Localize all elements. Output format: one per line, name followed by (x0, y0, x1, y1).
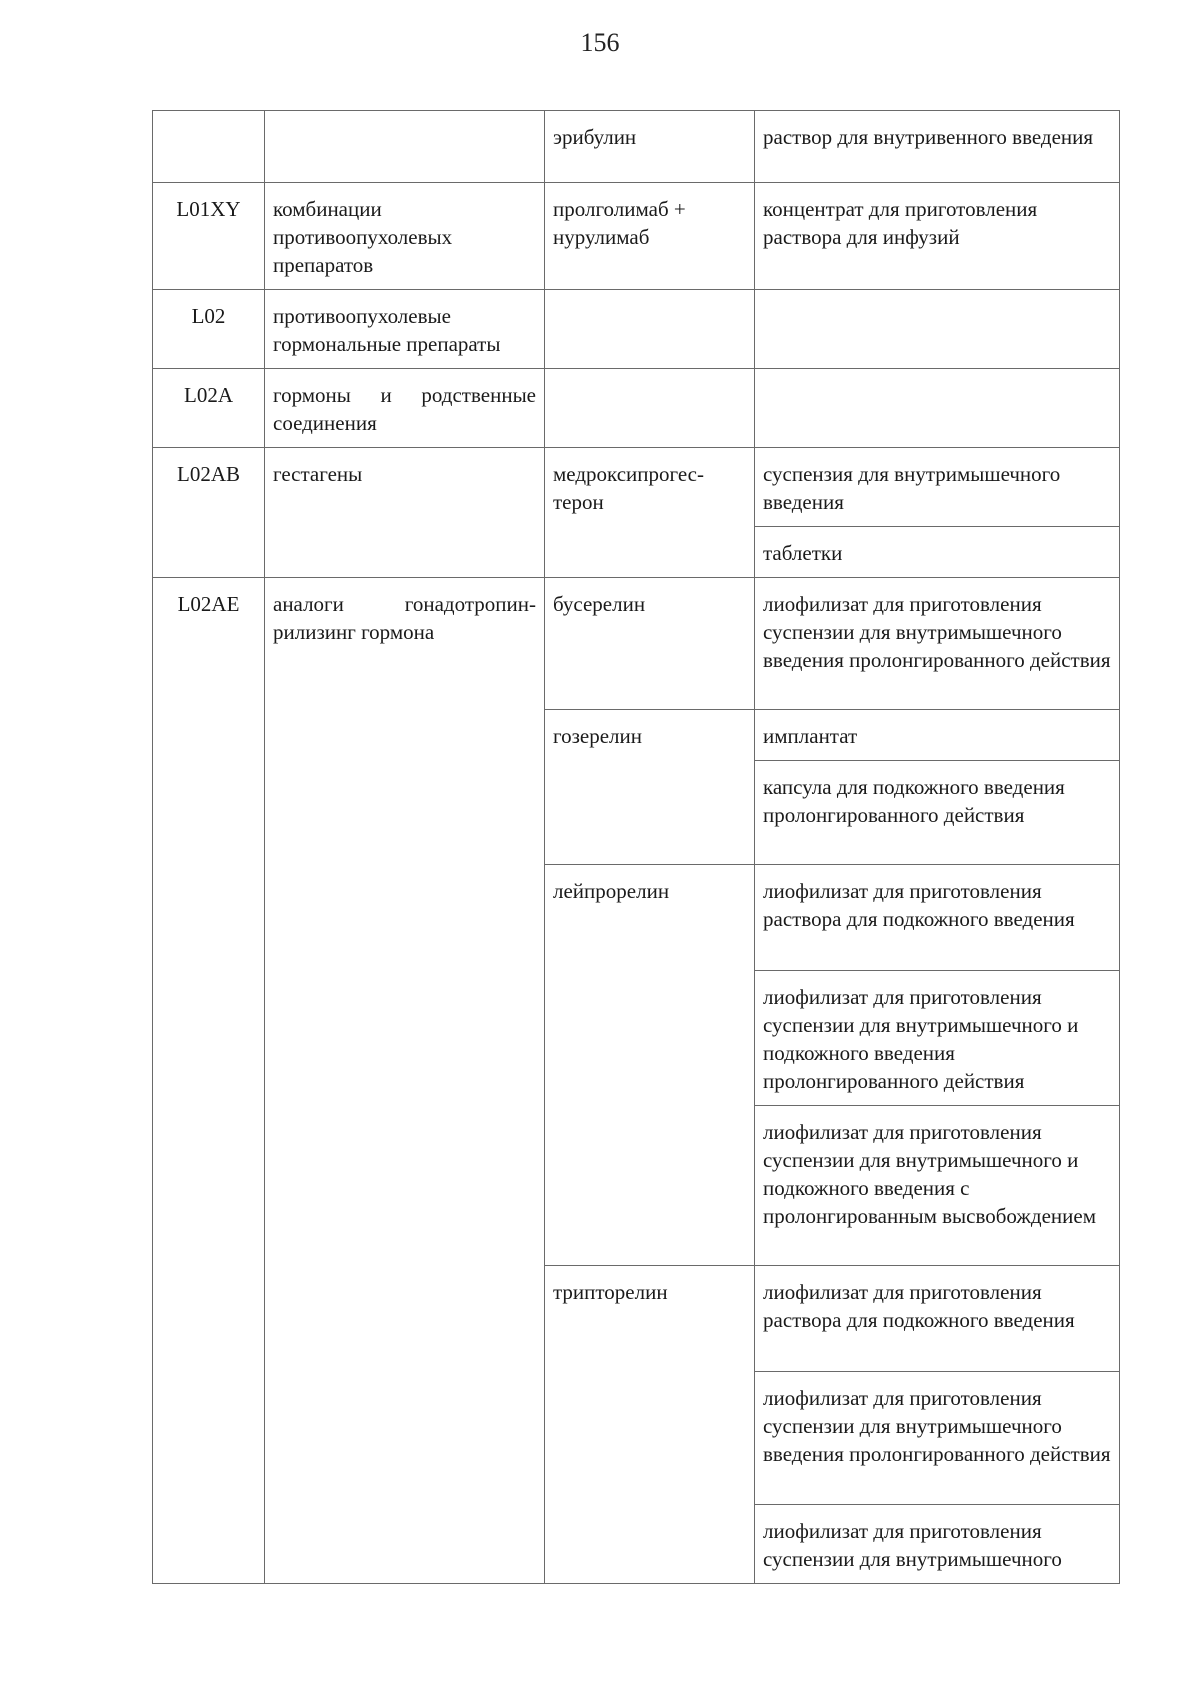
dosage-form-cell: лиофилизат для приготовления раствора для подкожного введения (755, 865, 1120, 971)
group-name-cell (265, 369, 545, 448)
group-name-cell: комбинации противоопухолевых препаратов (265, 183, 545, 290)
atc-code-cell (153, 111, 265, 183)
drug-table (152, 110, 1120, 1584)
dosage-form-cell: лиофилизат для приготовления раствора для подкожного введения (755, 1266, 1120, 1372)
drug-name-cell (545, 369, 755, 448)
table-row (153, 578, 1120, 710)
drug-name-cell: гозерелин (545, 710, 755, 865)
group-name-line: гормоны и родственные (273, 383, 536, 407)
dosage-form-cell: таблетки (755, 527, 1120, 578)
drug-name-cell (545, 290, 755, 369)
dosage-form-cell: лиофилизат для приготовления суспензии для внутримышечного и подкожного введения с пролонгированным высвобождением (755, 1106, 1120, 1266)
group-name-cell: гестагены (265, 448, 545, 578)
table-row (153, 290, 1120, 369)
group-name-cell: противоопухолевые гормональные препараты (265, 290, 545, 369)
drug-name-line: терон (553, 490, 604, 514)
drug-name-cell: эрибулин (545, 111, 755, 183)
drug-name-cell: пролголимаб + нурулимаб (545, 183, 755, 290)
dosage-form-cell: суспензия для внутримышечного введения (755, 448, 1120, 527)
dosage-form-cell: имплантат (755, 710, 1120, 761)
drug-name-cell: бусерелин (545, 578, 755, 710)
dosage-form-cell: концентрат для приготовления раствора для инфузий (755, 183, 1120, 290)
group-name-line: соединения (273, 411, 377, 435)
table-row (153, 111, 1120, 183)
dosage-form-cell: лиофилизат для приготовления суспензии для внутримышечного введения пролонгированного действия (755, 1372, 1120, 1505)
group-name-cell (265, 578, 545, 1584)
group-name-cell (265, 111, 545, 183)
dosage-form-cell: раствор для внутривенного введения (755, 111, 1120, 183)
group-name-line: аналоги гонадотропин- (273, 592, 536, 616)
table-row (153, 183, 1120, 290)
dosage-form-cell (755, 290, 1120, 369)
group-name-line: рилизинг гормона (273, 620, 435, 644)
dosage-form-cell: лиофилизат для приготовления суспензии для внутримышечного введения пролонгированного действия (755, 578, 1120, 710)
dosage-form-cell: лиофилизат для приготовления суспензии для внутримышечного (755, 1505, 1120, 1584)
drug-name-cell: лейпрорелин (545, 865, 755, 1266)
page-number: 156 (580, 28, 620, 57)
atc-code-cell: L02AE (153, 578, 265, 1584)
atc-code-cell: L02AB (153, 448, 265, 578)
drug-name-cell (545, 448, 755, 578)
dosage-form-cell: лиофилизат для приготовления суспензии для внутримышечного и подкожного введения пролонгированного действия (755, 971, 1120, 1106)
atc-code-cell: L02 (153, 290, 265, 369)
atc-code-cell: L02A (153, 369, 265, 448)
drug-name-cell: трипторелин (545, 1266, 755, 1584)
drug-name-line: медроксипрогес- (553, 462, 704, 486)
dosage-form-cell (755, 369, 1120, 448)
atc-code-cell: L01XY (153, 183, 265, 290)
dosage-form-cell: капсула для подкожного введения пролонгированного действия (755, 761, 1120, 865)
table-row (153, 369, 1120, 448)
table-row (153, 448, 1120, 527)
